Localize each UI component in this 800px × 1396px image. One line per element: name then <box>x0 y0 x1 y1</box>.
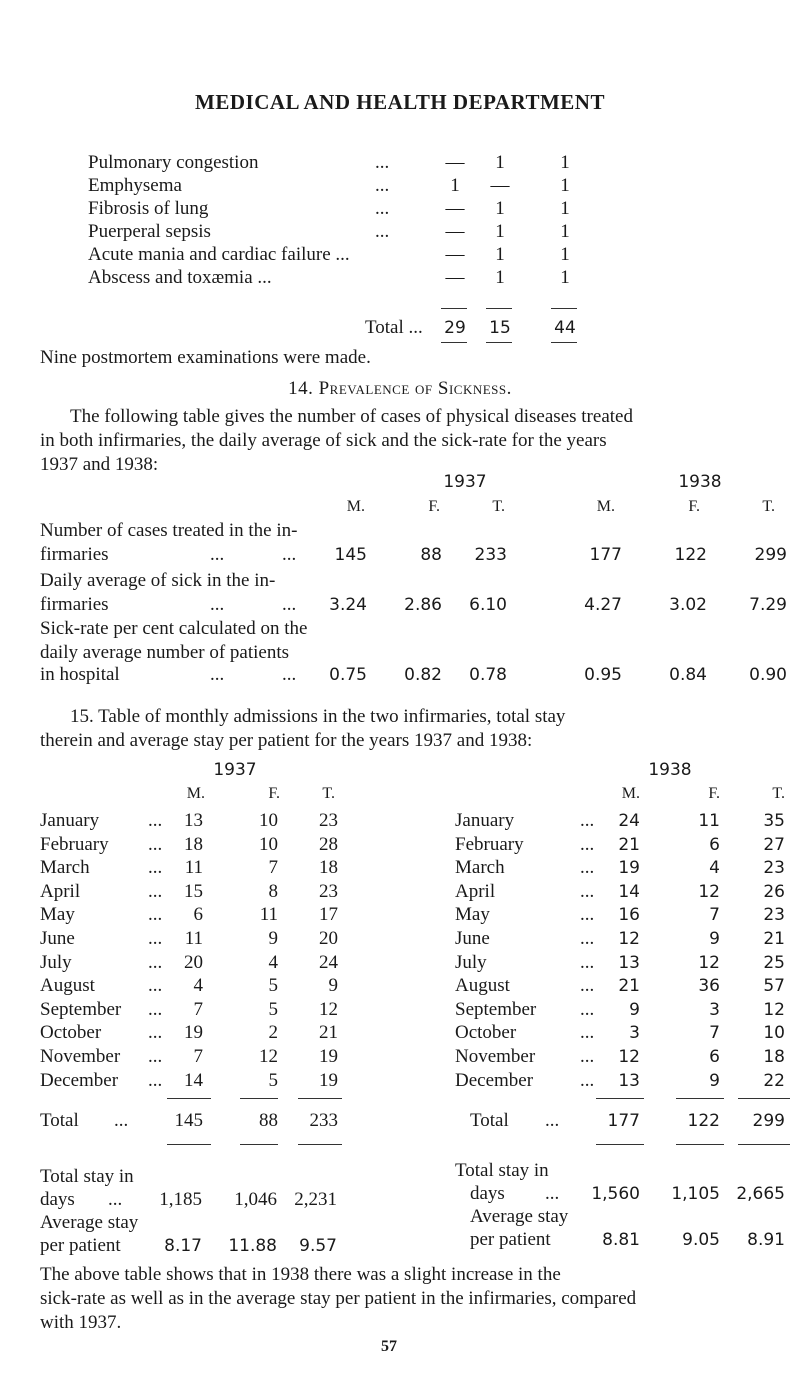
month-1937-male: 14 <box>184 1070 203 1091</box>
avg-1937-total: 9.57 <box>299 1236 337 1256</box>
month-1937-male: 11 <box>184 857 203 878</box>
total-rule <box>738 1144 790 1145</box>
closing-line-2: sick-rate as well as in the average stay per patient in the infirmaries, compared <box>40 1288 637 1309</box>
month-1937-male: 18 <box>184 834 203 855</box>
month-1938-female: 7 <box>709 1023 720 1043</box>
month-1938-male: 24 <box>618 811 640 831</box>
prevalence-value-1938: 0.90 <box>749 665 787 685</box>
month-1938-label: November <box>455 1046 536 1067</box>
cause-male: — <box>445 152 465 173</box>
dot-leader: ... <box>580 975 595 996</box>
month-1937-male: 19 <box>184 1022 203 1043</box>
total-1937-total: 233 <box>309 1110 338 1131</box>
dot-leader: ... <box>148 975 163 996</box>
cause-male: — <box>445 267 465 288</box>
month-1938-total: 25 <box>763 953 785 973</box>
dot-leader: ... <box>148 904 163 925</box>
s15-col-m-1937: M. <box>186 785 205 802</box>
cause-label: Emphysema <box>88 175 182 196</box>
month-1938-female: 36 <box>698 976 720 996</box>
prevalence-row-label: daily average number of patients <box>40 642 290 663</box>
dot-leader: ... <box>210 664 225 685</box>
total-rule <box>596 1144 644 1145</box>
dot-leader: ... <box>375 221 390 242</box>
section-14-intro-line-2: in both infirmaries, the daily average of sick and the sick-rate for the years <box>40 430 607 451</box>
prevalence-value-1938: 299 <box>754 545 787 565</box>
month-1938-total: 23 <box>763 858 785 878</box>
total-rule <box>486 342 512 343</box>
total-1938-total: 299 <box>752 1111 785 1131</box>
month-1937-male: 7 <box>193 999 203 1020</box>
month-1937-male: 4 <box>193 975 203 996</box>
total-rule <box>240 1144 278 1145</box>
cause-label: Puerperal sepsis <box>88 221 211 242</box>
total-rule <box>551 308 577 309</box>
stay-1937-label: Total stay in <box>40 1166 134 1187</box>
month-1938-male: 21 <box>618 976 640 996</box>
stay-1938-male: 1,560 <box>591 1184 640 1204</box>
prevalence-value-1937: 0.75 <box>329 665 367 685</box>
month-1938-label: May <box>455 904 490 925</box>
closing-line-1: The above table shows that in 1938 there was a slight increase in the <box>40 1264 561 1285</box>
month-1937-male: 13 <box>184 810 203 831</box>
section-14-intro-line-1: The following table gives the number of cases of physical diseases treated <box>70 406 633 427</box>
month-1938-total: 12 <box>763 1000 785 1020</box>
dot-leader: ... <box>580 810 595 831</box>
avg-1938-female: 9.05 <box>682 1230 720 1250</box>
month-1937-total: 20 <box>319 928 338 949</box>
total-rule <box>486 308 512 309</box>
total-rule <box>298 1144 342 1145</box>
postmortem-note: Nine postmortem examinations were made. <box>40 347 371 368</box>
dot-leader: ... <box>580 834 595 855</box>
prevalence-row-label: firmaries <box>40 544 109 565</box>
total-1938-label: Total <box>470 1110 509 1131</box>
stay-1937-total: 2,231 <box>294 1189 337 1210</box>
month-1938-female: 9 <box>709 1071 720 1091</box>
month-1937-female: 4 <box>268 952 278 973</box>
total-rule <box>676 1144 724 1145</box>
dot-leader: ... <box>580 952 595 973</box>
month-1937-male: 6 <box>193 904 203 925</box>
closing-line-3: with 1937. <box>40 1312 122 1333</box>
month-1938-total: 27 <box>763 835 785 855</box>
dot-leader: ... <box>545 1110 560 1131</box>
dot-leader: ... <box>580 904 595 925</box>
total-rule <box>738 1098 790 1099</box>
month-1938-label: June <box>455 928 490 949</box>
s15-col-t-1937: T. <box>322 785 335 802</box>
month-1937-female: 12 <box>259 1046 278 1067</box>
prevalence-value-1938: 7.29 <box>749 595 787 615</box>
prevalence-value-1938: 3.02 <box>669 595 707 615</box>
month-1937-total: 9 <box>328 975 338 996</box>
month-1937-label: August <box>40 975 95 996</box>
dot-leader: ... <box>282 544 297 565</box>
total-rule <box>167 1144 211 1145</box>
prevalence-value-1938: 0.95 <box>584 665 622 685</box>
s15-col-m-1938: M. <box>621 785 640 802</box>
section-14-intro-line-3: 1937 and 1938: <box>40 454 159 475</box>
dot-leader: ... <box>148 1022 163 1043</box>
month-1937-female: 2 <box>268 1022 278 1043</box>
month-1937-female: 5 <box>268 1070 278 1091</box>
s15-col-f-1937: F. <box>268 785 280 802</box>
prevalence-value-1938: 0.84 <box>669 665 707 685</box>
cause-label: Acute mania and cardiac failure ... <box>88 244 350 265</box>
dot-leader: ... <box>148 834 163 855</box>
month-1937-total: 28 <box>319 834 338 855</box>
prevalence-value-1937: 6.10 <box>469 595 507 615</box>
month-1938-total: 23 <box>763 905 785 925</box>
month-1938-male: 19 <box>618 858 640 878</box>
month-1938-male: 12 <box>618 929 640 949</box>
dot-leader: ... <box>580 857 595 878</box>
cause-female: 1 <box>495 198 505 219</box>
s14-col-f-1937: F. <box>428 498 440 515</box>
month-1938-female: 11 <box>698 811 720 831</box>
prevalence-value-1937: 2.86 <box>404 595 442 615</box>
avg-1938-label: per patient <box>470 1229 551 1250</box>
causes-total-total: 44 <box>554 318 576 338</box>
month-1937-total: 17 <box>319 904 338 925</box>
stay-1938-female: 1,105 <box>671 1184 720 1204</box>
month-1937-total: 18 <box>319 857 338 878</box>
s14-col-m-1938: M. <box>596 498 615 515</box>
month-1937-label: November <box>40 1046 121 1067</box>
dot-leader: ... <box>148 1070 163 1091</box>
month-1937-label: March <box>40 857 90 878</box>
dot-leader: ... <box>108 1189 123 1210</box>
month-1937-label: July <box>40 952 72 973</box>
s14-col-t-1937: T. <box>492 498 505 515</box>
s14-col-t-1938: T. <box>762 498 775 515</box>
total-rule <box>441 342 467 343</box>
month-1938-label: August <box>455 975 510 996</box>
month-1937-male: 20 <box>184 952 203 973</box>
avg-1937-label: per patient <box>40 1235 121 1256</box>
month-1937-total: 19 <box>319 1070 338 1091</box>
cause-male: — <box>445 221 465 242</box>
month-1937-female: 9 <box>268 928 278 949</box>
prevalence-value-1937: 88 <box>420 545 442 565</box>
month-1938-label: January <box>455 810 515 831</box>
prevalence-row-label: Number of cases treated in the in- <box>40 520 298 541</box>
month-1937-total: 12 <box>319 999 338 1020</box>
month-1938-total: 57 <box>763 976 785 996</box>
month-1938-total: 26 <box>763 882 785 902</box>
avg-1938-male: 8.81 <box>602 1230 640 1250</box>
prevalence-value-1938: 177 <box>589 545 622 565</box>
month-1938-label: December <box>455 1070 534 1091</box>
month-1937-label: April <box>40 881 81 902</box>
cause-male: — <box>445 198 465 219</box>
s15-year-1937: 1937 <box>213 760 257 780</box>
stay-1938-label: Total stay in <box>455 1160 549 1181</box>
dot-leader: ... <box>148 810 163 831</box>
prevalence-row-label: Daily average of sick in the in- <box>40 570 276 591</box>
dot-leader: ... <box>580 1022 595 1043</box>
total-rule <box>551 342 577 343</box>
page-number: 57 <box>381 1338 397 1355</box>
s14-year-1938: 1938 <box>678 472 722 492</box>
month-1937-male: 15 <box>184 881 203 902</box>
dot-leader: ... <box>282 594 297 615</box>
stay-1937-female: 1,046 <box>234 1189 277 1210</box>
month-1937-female: 10 <box>259 834 278 855</box>
dot-leader: ... <box>148 928 163 949</box>
total-1937-label: Total <box>40 1110 79 1131</box>
cause-total: 1 <box>560 267 570 288</box>
stay-1937-male: 1,185 <box>159 1189 202 1210</box>
dot-leader: ... <box>375 175 390 196</box>
total-1937-male: 145 <box>174 1110 203 1131</box>
month-1937-total: 19 <box>319 1046 338 1067</box>
dot-leader: ... <box>375 152 390 173</box>
prevalence-value-1938: 122 <box>674 545 707 565</box>
stay-1938-label: days <box>470 1183 505 1204</box>
month-1937-female: 11 <box>259 904 278 925</box>
month-1937-male: 7 <box>193 1046 203 1067</box>
month-1937-total: 21 <box>319 1022 338 1043</box>
avg-1938-total: 8.91 <box>747 1230 785 1250</box>
prevalence-value-1937: 0.82 <box>404 665 442 685</box>
prevalence-value-1938: 4.27 <box>584 595 622 615</box>
month-1937-label: October <box>40 1022 102 1043</box>
month-1938-male: 21 <box>618 835 640 855</box>
dot-leader: ... <box>580 999 595 1020</box>
month-1937-total: 23 <box>319 810 338 831</box>
total-rule <box>240 1098 278 1099</box>
cause-female: — <box>490 175 510 196</box>
month-1938-label: February <box>455 834 524 855</box>
month-1937-male: 11 <box>184 928 203 949</box>
month-1938-total: 18 <box>763 1047 785 1067</box>
causes-total-female: 15 <box>489 318 511 338</box>
avg-1938-label: Average stay <box>470 1206 569 1227</box>
month-1937-label: February <box>40 834 109 855</box>
avg-1937-label: Average stay <box>40 1212 139 1233</box>
total-1937-female: 88 <box>259 1110 278 1131</box>
dot-leader: ... <box>210 544 225 565</box>
cause-female: 1 <box>495 221 505 242</box>
dot-leader: ... <box>580 928 595 949</box>
dot-leader: ... <box>282 664 297 685</box>
month-1938-female: 4 <box>709 858 720 878</box>
month-1937-label: January <box>40 810 100 831</box>
month-1937-female: 5 <box>268 975 278 996</box>
cause-total: 1 <box>560 244 570 265</box>
cause-female: 1 <box>495 267 505 288</box>
month-1938-male: 13 <box>618 1071 640 1091</box>
month-1937-female: 10 <box>259 810 278 831</box>
month-1938-male: 3 <box>629 1023 640 1043</box>
month-1938-total: 21 <box>763 929 785 949</box>
prevalence-row-label: in hospital <box>40 664 120 685</box>
dot-leader: ... <box>114 1110 129 1131</box>
dot-leader: ... <box>580 1046 595 1067</box>
stay-1937-label: days <box>40 1189 75 1210</box>
prevalence-value-1937: 3.24 <box>329 595 367 615</box>
month-1938-female: 6 <box>709 835 720 855</box>
month-1938-female: 12 <box>698 882 720 902</box>
month-1937-label: December <box>40 1070 119 1091</box>
total-1938-male: 177 <box>607 1111 640 1131</box>
month-1938-female: 7 <box>709 905 720 925</box>
month-1938-label: April <box>455 881 496 902</box>
month-1937-total: 24 <box>319 952 338 973</box>
section-15-heading-line-2: therein and average stay per patient for the years 1937 and 1938: <box>40 730 533 751</box>
dot-leader: ... <box>148 952 163 973</box>
month-1937-female: 8 <box>268 881 278 902</box>
month-1938-male: 13 <box>618 953 640 973</box>
dot-leader: ... <box>148 857 163 878</box>
cause-label: Abscess and toxæmia ... <box>88 267 272 288</box>
cause-female: 1 <box>495 152 505 173</box>
month-1938-male: 12 <box>618 1047 640 1067</box>
causes-total-male: 29 <box>444 318 466 338</box>
month-1938-male: 9 <box>629 1000 640 1020</box>
total-rule <box>441 308 467 309</box>
prevalence-row-label: firmaries <box>40 594 109 615</box>
section-15-heading-line-1: 15. Table of monthly admissions in the two infirmaries, total stay <box>70 706 566 727</box>
s15-col-t-1938: T. <box>772 785 785 802</box>
causes-total-label: Total ... <box>365 317 423 338</box>
cause-female: 1 <box>495 244 505 265</box>
month-1938-label: October <box>455 1022 517 1043</box>
month-1938-female: 6 <box>709 1047 720 1067</box>
total-1938-female: 122 <box>687 1111 720 1131</box>
s14-year-1937: 1937 <box>443 472 487 492</box>
cause-total: 1 <box>560 198 570 219</box>
month-1938-label: September <box>455 999 537 1020</box>
dot-leader: ... <box>210 594 225 615</box>
month-1937-female: 5 <box>268 999 278 1020</box>
cause-total: 1 <box>560 152 570 173</box>
prevalence-value-1937: 233 <box>474 545 507 565</box>
month-1938-female: 9 <box>709 929 720 949</box>
stay-1938-total: 2,665 <box>736 1184 785 1204</box>
month-1937-label: September <box>40 999 122 1020</box>
dot-leader: ... <box>545 1183 560 1204</box>
dot-leader: ... <box>148 881 163 902</box>
prevalence-row-label: Sick-rate per cent calculated on the <box>40 618 308 639</box>
s14-col-m-1937: M. <box>346 498 365 515</box>
month-1937-label: May <box>40 904 75 925</box>
month-1938-female: 3 <box>709 1000 720 1020</box>
dot-leader: ... <box>375 198 390 219</box>
s14-col-f-1938: F. <box>688 498 700 515</box>
month-1938-male: 16 <box>618 905 640 925</box>
prevalence-value-1937: 0.78 <box>469 665 507 685</box>
total-rule <box>596 1098 644 1099</box>
total-rule <box>298 1098 342 1099</box>
month-1938-total: 22 <box>763 1071 785 1091</box>
month-1937-label: June <box>40 928 75 949</box>
month-1938-label: July <box>455 952 487 973</box>
s15-col-f-1938: F. <box>708 785 720 802</box>
dot-leader: ... <box>148 999 163 1020</box>
month-1938-label: March <box>455 857 505 878</box>
month-1938-total: 35 <box>763 811 785 831</box>
cause-male: 1 <box>450 175 460 196</box>
month-1938-female: 12 <box>698 953 720 973</box>
avg-1937-male: 8.17 <box>164 1236 202 1256</box>
total-rule <box>167 1098 211 1099</box>
cause-total: 1 <box>560 175 570 196</box>
cause-label: Pulmonary congestion <box>88 152 259 173</box>
cause-label: Fibrosis of lung <box>88 198 209 219</box>
avg-1937-female: 11.88 <box>228 1236 277 1256</box>
cause-male: — <box>445 244 465 265</box>
dot-leader: ... <box>580 881 595 902</box>
dot-leader: ... <box>148 1046 163 1067</box>
section-14-heading: 14. Prevalence of Sickness. <box>288 378 512 399</box>
month-1937-female: 7 <box>268 857 278 878</box>
dot-leader: ... <box>580 1070 595 1091</box>
prevalence-value-1937: 145 <box>334 545 367 565</box>
month-1938-total: 10 <box>763 1023 785 1043</box>
s15-year-1938: 1938 <box>648 760 692 780</box>
total-rule <box>676 1098 724 1099</box>
month-1938-male: 14 <box>618 882 640 902</box>
month-1937-total: 23 <box>319 881 338 902</box>
cause-total: 1 <box>560 221 570 242</box>
page-header: MEDICAL AND HEALTH DEPARTMENT <box>195 90 605 114</box>
